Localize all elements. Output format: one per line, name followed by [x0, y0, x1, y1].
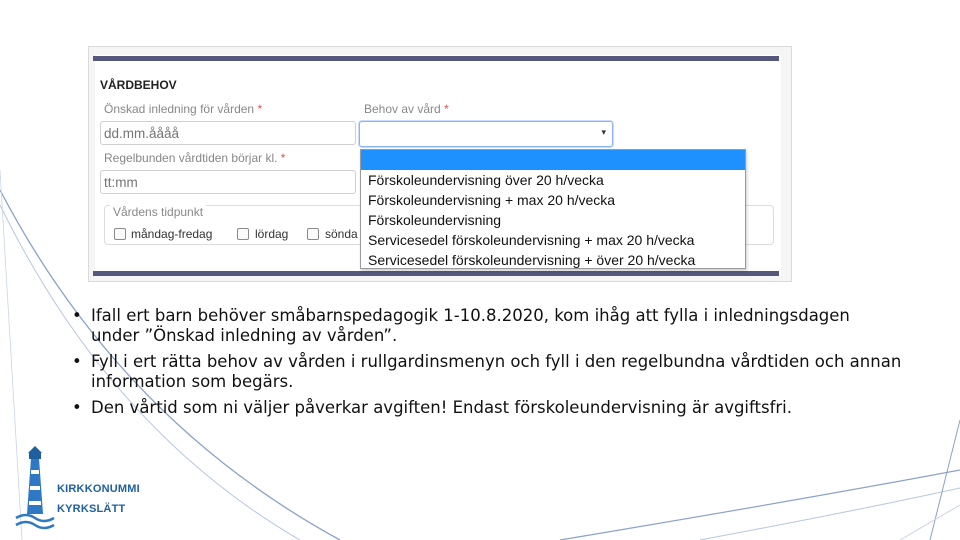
- logo-text-finnish: KIRKKONUMMI: [57, 483, 140, 495]
- checkbox-sunday-label: sönda: [325, 227, 358, 241]
- form-top-bar: [93, 56, 779, 61]
- chevron-down-icon: ▾: [601, 127, 606, 137]
- checkbox-weekdays[interactable]: [114, 228, 126, 240]
- lighthouse-icon: [14, 446, 56, 530]
- care-need-dropdown: [360, 149, 746, 269]
- dropdown-option[interactable]: Förskoleundervisning + max 20 h/vecka: [368, 192, 616, 208]
- dropdown-option[interactable]: Servicesedel förskoleundervisning + max 20 h/vecka: [368, 232, 695, 248]
- instruction-text: Den vårtid som ni väljer påverkar avgiften! Endast förskoleundervisning är avgiftsfri.: [91, 398, 793, 417]
- care-need-label: Behov av vård *: [364, 102, 449, 116]
- instruction-text: Ifall ert barn behöver småbarnspedagogik 1-10.8.2020, kom ihåg att fylla i inledningsdagen under ”Önskad inledning av vården”.: [91, 306, 850, 345]
- form-screenshot: [88, 46, 792, 282]
- instruction-item: [72, 352, 902, 392]
- dropdown-option[interactable]: Förskoleundervisning: [368, 212, 502, 228]
- instruction-item: [72, 306, 902, 346]
- regular-time-label: Regelbunden vårdtiden börjar kl. *: [104, 151, 286, 165]
- bullet-icon: •: [72, 398, 82, 417]
- start-date-input[interactable]: [100, 121, 356, 145]
- checkbox-sunday[interactable]: [307, 228, 319, 240]
- instruction-list: [72, 306, 902, 424]
- bullet-icon: •: [72, 306, 82, 325]
- logo-text-swedish: KYRKSLÄTT: [57, 503, 126, 515]
- instruction-text: Fyll i ert rätta behov av vården i rullgardinsmenyn och fyll i den regelbundna vårdtiden och annan information som begärs.: [91, 352, 902, 391]
- care-need-select[interactable]: [359, 121, 613, 147]
- bullet-icon: •: [72, 352, 82, 371]
- regular-time-input[interactable]: [100, 170, 356, 194]
- section-title: VÅRDBEHOV: [100, 78, 177, 92]
- dropdown-option-empty[interactable]: [361, 150, 745, 170]
- checkbox-saturday-label: lördag: [255, 227, 289, 241]
- start-date-label: Önskad inledning för vården *: [104, 102, 263, 116]
- dropdown-option[interactable]: Servicesedel förskoleundervisning + över 20 h/vecka: [368, 252, 696, 268]
- checkbox-weekdays-label: måndag-fredag: [131, 227, 213, 241]
- instruction-item: [72, 398, 902, 418]
- checkbox-saturday[interactable]: [237, 228, 249, 240]
- form-bottom-bar: [93, 271, 779, 276]
- care-period-legend: Vårdens tidpunkt: [110, 205, 206, 219]
- dropdown-option[interactable]: Förskoleundervisning över 20 h/vecka: [368, 172, 604, 188]
